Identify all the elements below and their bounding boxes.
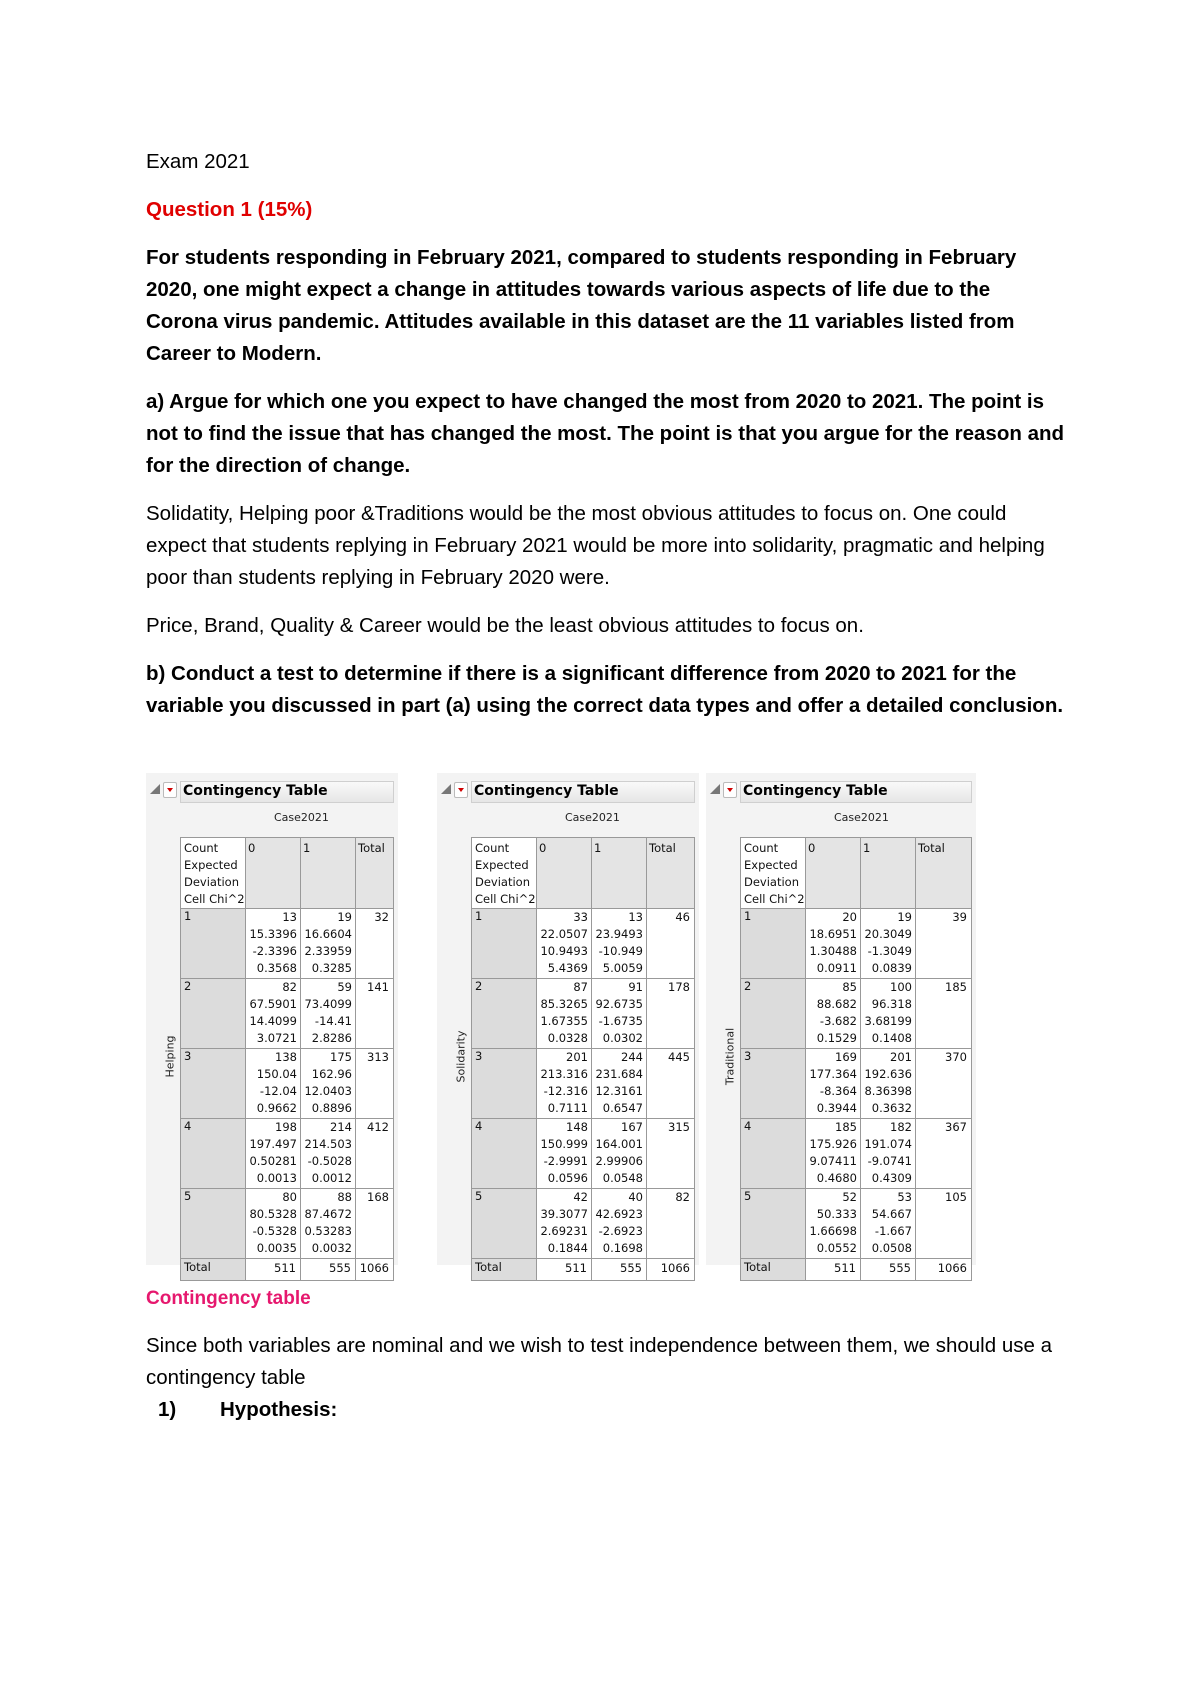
cell-value: 0.0548 — [602, 1171, 643, 1185]
cell-value: -0.5028 — [307, 1154, 352, 1168]
row-total: 178 — [668, 980, 690, 994]
row-variable-label: Traditional — [723, 1027, 737, 1086]
cell-value: 42.6923 — [595, 1207, 643, 1221]
exam-title: Exam 2021 — [146, 150, 250, 173]
cell-value: 0.50281 — [249, 1154, 297, 1168]
cell-value: 10.9493 — [540, 944, 588, 958]
column-total: 511 — [274, 1261, 296, 1275]
row-variable-label: Helping — [163, 1035, 177, 1078]
cell-value: 22.0507 — [540, 927, 588, 941]
cell-value: -1.6735 — [598, 1014, 643, 1028]
table-header-bar — [706, 779, 976, 803]
cell-value: -2.6923 — [598, 1224, 643, 1238]
row-total: 141 — [367, 980, 389, 994]
row-total: 39 — [952, 910, 967, 924]
cell-value: 0.0302 — [602, 1031, 643, 1045]
cell-value: 0.0032 — [311, 1241, 352, 1255]
cell-value: 14.4099 — [249, 1014, 297, 1028]
legend-label-cell-chi-2: Cell Chi^2 — [744, 892, 805, 906]
legend-label-deviation: Deviation — [475, 875, 531, 889]
cell-value: 0.0328 — [547, 1031, 588, 1045]
row-total: 185 — [945, 980, 967, 994]
legend-label-expected: Expected — [744, 858, 798, 872]
column-variable-label: Case2021 — [834, 811, 889, 824]
cell-value: 87 — [573, 980, 588, 994]
cell-value: 52 — [842, 1190, 857, 1204]
cell-value: 0.7111 — [547, 1101, 588, 1115]
cell-value: 0.1408 — [871, 1031, 912, 1045]
contingency-panel-solidarity — [437, 773, 699, 1275]
cell-value: 138 — [275, 1050, 297, 1064]
row-level-label: 3 — [184, 1049, 192, 1063]
cell-value: 0.0911 — [816, 961, 857, 975]
column-total: 1066 — [359, 1261, 389, 1275]
cell-value: -10.949 — [598, 944, 643, 958]
cell-value: 23.9493 — [595, 927, 643, 941]
row-level-label: 4 — [475, 1119, 483, 1133]
cell-value: 91 — [628, 980, 643, 994]
column-total: 555 — [329, 1261, 351, 1275]
column-header: 1 — [303, 841, 311, 855]
cell-value: -1.3049 — [867, 944, 912, 958]
cell-value: 0.4680 — [816, 1171, 857, 1185]
cell-value: 20.3049 — [864, 927, 912, 941]
column-total: 511 — [834, 1261, 856, 1275]
cell-value: 40 — [628, 1190, 643, 1204]
row-level-label: 4 — [744, 1119, 752, 1133]
row-level-label: 2 — [475, 979, 483, 993]
cell-value: 39.3077 — [540, 1207, 588, 1221]
cell-value: 92.6735 — [595, 997, 643, 1011]
cell-value: 80.5328 — [249, 1207, 297, 1221]
column-variable-label: Case2021 — [274, 811, 329, 824]
cell-value: 19 — [897, 910, 912, 924]
cell-value: 80 — [282, 1190, 297, 1204]
cell-value: 0.0552 — [816, 1241, 857, 1255]
question-heading: Question 1 (15%) — [146, 198, 313, 221]
red-triangle-arrow-icon — [727, 788, 733, 792]
cell-value: 214 — [330, 1120, 352, 1134]
cell-value: 20 — [842, 910, 857, 924]
row-variable-label: Solidarity — [454, 1030, 468, 1083]
row-total: 313 — [367, 1050, 389, 1064]
cell-value: 13 — [628, 910, 643, 924]
row-total: 32 — [374, 910, 389, 924]
cell-value: 182 — [890, 1120, 912, 1134]
cell-value: 244 — [621, 1050, 643, 1064]
cell-value: 0.3285 — [311, 961, 352, 975]
row-level-label: 4 — [184, 1119, 192, 1133]
cell-value: 201 — [566, 1050, 588, 1064]
legend-label-cell-chi-2: Cell Chi^2 — [475, 892, 536, 906]
red-triangle-menu-icon[interactable] — [723, 782, 737, 798]
answer-a-paragraph-2: Price, Brand, Quality & Career would be the least obvious attitudes to focus on. — [146, 614, 864, 637]
collapse-triangle-icon — [150, 784, 160, 794]
cell-value: 0.4309 — [871, 1171, 912, 1185]
cell-value: 2.8286 — [311, 1031, 352, 1045]
cell-value: 5.4369 — [547, 961, 588, 975]
cell-value: 213.316 — [540, 1067, 588, 1081]
cell-value: 9.07411 — [809, 1154, 857, 1168]
row-label-column-shade — [472, 908, 536, 1258]
legend-label-expected: Expected — [475, 858, 529, 872]
contingency-panel-helping — [146, 773, 398, 1275]
cell-value: 42 — [573, 1190, 588, 1204]
column-header: 0 — [539, 841, 547, 855]
cell-value: 96.318 — [871, 997, 912, 1011]
table-title: Contingency Table — [471, 781, 695, 803]
legend-label-count: Count — [475, 841, 510, 855]
cell-value: 191.074 — [864, 1137, 912, 1151]
cell-value: -12.04 — [259, 1084, 297, 1098]
row-level-label: 3 — [475, 1049, 483, 1063]
totals-label: Total — [184, 1260, 211, 1274]
cell-value: 201 — [890, 1050, 912, 1064]
cell-value: 2.33959 — [304, 944, 352, 958]
cell-value: 0.0035 — [256, 1241, 297, 1255]
table-header-bar — [437, 779, 699, 803]
cell-value: 150.04 — [256, 1067, 297, 1081]
column-total: 511 — [565, 1261, 587, 1275]
row-label-column-shade — [741, 908, 805, 1258]
cell-value: 87.4672 — [304, 1207, 352, 1221]
row-level-label: 2 — [184, 979, 192, 993]
cell-value: 148 — [566, 1120, 588, 1134]
cell-value: 175 — [330, 1050, 352, 1064]
row-level-label: 2 — [744, 979, 752, 993]
cell-value: 85.3265 — [540, 997, 588, 1011]
cell-value: 169 — [835, 1050, 857, 1064]
cell-value: -2.9991 — [543, 1154, 588, 1168]
cell-value: 175.926 — [809, 1137, 857, 1151]
collapse-triangle-icon — [710, 784, 720, 794]
column-header: 0 — [808, 841, 816, 855]
column-total: 1066 — [660, 1261, 690, 1275]
cell-value: 8.36398 — [864, 1084, 912, 1098]
cell-value: 0.3944 — [816, 1101, 857, 1115]
red-triangle-menu-icon[interactable] — [163, 782, 177, 798]
cell-value: -0.5328 — [252, 1224, 297, 1238]
cell-value: 67.5901 — [249, 997, 297, 1011]
cell-value: 85 — [842, 980, 857, 994]
cell-value: 88.682 — [816, 997, 857, 1011]
cell-value: 12.0403 — [304, 1084, 352, 1098]
cell-value: 0.6547 — [602, 1101, 643, 1115]
column-header: Total — [649, 841, 676, 855]
totals-label: Total — [744, 1260, 771, 1274]
header-row-shade — [805, 838, 971, 908]
part-a-prompt: a) Argue for which one you expect to have changed the most from 2020 to 2021. The point is not to find the issue that has changed the most. The point is that you argue for the reason and for the direction of change. — [146, 390, 1065, 477]
cell-value: 162.96 — [311, 1067, 352, 1081]
row-label-column-shade — [181, 908, 245, 1258]
cell-value: 185 — [835, 1120, 857, 1134]
cell-value: 192.636 — [864, 1067, 912, 1081]
cell-value: 73.4099 — [304, 997, 352, 1011]
hypothesis-number: 1) — [158, 1398, 177, 1421]
cell-value: 0.1844 — [547, 1241, 588, 1255]
cell-value: 0.1529 — [816, 1031, 857, 1045]
cell-value: 0.0508 — [871, 1241, 912, 1255]
row-total: 105 — [945, 1190, 967, 1204]
cell-value: 3.0721 — [256, 1031, 297, 1045]
row-total: 82 — [675, 1190, 690, 1204]
legend-label-expected: Expected — [184, 858, 238, 872]
cell-value: 167 — [621, 1120, 643, 1134]
cell-value: 0.53283 — [304, 1224, 352, 1238]
cell-value: -9.0741 — [867, 1154, 912, 1168]
row-total: 412 — [367, 1120, 389, 1134]
row-level-label: 5 — [475, 1189, 483, 1203]
cell-value: 54.667 — [871, 1207, 912, 1221]
question-intro: For students responding in February 2021, compared to students responding in February 2020, one might expect a change in attitudes towards various aspects of life due to the Corona virus pandemic. Attitudes available in this dataset are the 11 variables listed from Career to Modern. — [146, 246, 1017, 365]
row-total: 46 — [675, 910, 690, 924]
cell-value: 18.6951 — [809, 927, 857, 941]
row-total: 445 — [668, 1050, 690, 1064]
cell-value: 0.9662 — [256, 1101, 297, 1115]
cell-value: 1.30488 — [809, 944, 857, 958]
contingency-grid — [180, 837, 394, 1281]
cell-value: 16.6604 — [304, 927, 352, 941]
cell-value: 88 — [337, 1190, 352, 1204]
cell-value: -3.682 — [819, 1014, 857, 1028]
cell-value: 53 — [897, 1190, 912, 1204]
cell-value: 0.8896 — [311, 1101, 352, 1115]
cell-value: 12.3161 — [595, 1084, 643, 1098]
cell-value: 0.0839 — [871, 961, 912, 975]
cell-value: 19 — [337, 910, 352, 924]
cell-value: 82 — [282, 980, 297, 994]
legend-label-cell-chi-2: Cell Chi^2 — [184, 892, 245, 906]
cell-value: 231.684 — [595, 1067, 643, 1081]
cell-value: 13 — [282, 910, 297, 924]
answer-a-paragraph-1: Solidatity, Helping poor &Traditions would be the most obvious attitudes to focus on. One could expect that students replying in February 2021 would be more into solidarity, pragmatic and helping poor than students replying in February 2020 were. — [146, 502, 1045, 589]
cell-value: 15.3396 — [249, 927, 297, 941]
red-triangle-menu-icon[interactable] — [454, 782, 468, 798]
contingency-grid — [471, 837, 695, 1281]
contingency-grid — [740, 837, 972, 1281]
table-title: Contingency Table — [180, 781, 394, 803]
column-total: 555 — [889, 1261, 911, 1275]
cell-value: 59 — [337, 980, 352, 994]
cell-value: 33 — [573, 910, 588, 924]
hypothesis-label: Hypothesis: — [220, 1398, 338, 1421]
cell-value: -12.316 — [543, 1084, 588, 1098]
cell-value: 0.1698 — [602, 1241, 643, 1255]
cell-value: 198 — [275, 1120, 297, 1134]
totals-label: Total — [475, 1260, 502, 1274]
contingency-panel-traditional — [706, 773, 976, 1275]
cell-value: 3.68199 — [864, 1014, 912, 1028]
column-total: 1066 — [937, 1261, 967, 1275]
row-level-label: 1 — [475, 909, 483, 923]
row-total: 370 — [945, 1050, 967, 1064]
column-header: Total — [358, 841, 385, 855]
row-level-label: 5 — [744, 1189, 752, 1203]
cell-value: 5.0059 — [602, 961, 643, 975]
cell-value: 50.333 — [816, 1207, 857, 1221]
table-header-bar — [146, 779, 398, 803]
collapse-triangle-icon — [441, 784, 451, 794]
column-header: 1 — [594, 841, 602, 855]
contingency-explanation: Since both variables are nominal and we wish to test independence between them, we should use a contingency table — [146, 1334, 1052, 1389]
row-level-label: 3 — [744, 1049, 752, 1063]
column-header: 0 — [248, 841, 256, 855]
row-total: 315 — [668, 1120, 690, 1134]
cell-value: 0.0013 — [256, 1171, 297, 1185]
part-b-prompt: b) Conduct a test to determine if there is a significant difference from 2020 to 2021 for the variable you discussed in part (a) using the correct data types and offer a detailed conclusion. — [146, 662, 1064, 717]
cell-value: 0.3568 — [256, 961, 297, 975]
red-triangle-arrow-icon — [167, 788, 173, 792]
legend-label-deviation: Deviation — [184, 875, 240, 889]
column-header: 1 — [863, 841, 871, 855]
cell-value: 214.503 — [304, 1137, 352, 1151]
cell-value: -14.41 — [314, 1014, 352, 1028]
cell-value: 0.0012 — [311, 1171, 352, 1185]
legend-label-deviation: Deviation — [744, 875, 800, 889]
cell-value: 197.497 — [249, 1137, 297, 1151]
red-triangle-arrow-icon — [458, 788, 464, 792]
cell-value: -1.667 — [874, 1224, 912, 1238]
row-level-label: 1 — [184, 909, 192, 923]
cell-value: 1.67355 — [540, 1014, 588, 1028]
contingency-heading: Contingency table — [146, 1288, 311, 1309]
cell-value: 177.364 — [809, 1067, 857, 1081]
legend-label-count: Count — [744, 841, 779, 855]
column-total: 555 — [620, 1261, 642, 1275]
legend-label-count: Count — [184, 841, 219, 855]
row-level-label: 1 — [744, 909, 752, 923]
row-total: 367 — [945, 1120, 967, 1134]
cell-value: 2.69231 — [540, 1224, 588, 1238]
column-header: Total — [918, 841, 945, 855]
cell-value: 2.99906 — [595, 1154, 643, 1168]
column-variable-label: Case2021 — [565, 811, 620, 824]
cell-value: -8.364 — [819, 1084, 857, 1098]
cell-value: 150.999 — [540, 1137, 588, 1151]
cell-value: 0.0596 — [547, 1171, 588, 1185]
cell-value: -2.3396 — [252, 944, 297, 958]
table-title: Contingency Table — [740, 781, 972, 803]
row-total: 168 — [367, 1190, 389, 1204]
cell-value: 0.3632 — [871, 1101, 912, 1115]
cell-value: 1.66698 — [809, 1224, 857, 1238]
cell-value: 100 — [890, 980, 912, 994]
cell-value: 164.001 — [595, 1137, 643, 1151]
row-level-label: 5 — [184, 1189, 192, 1203]
